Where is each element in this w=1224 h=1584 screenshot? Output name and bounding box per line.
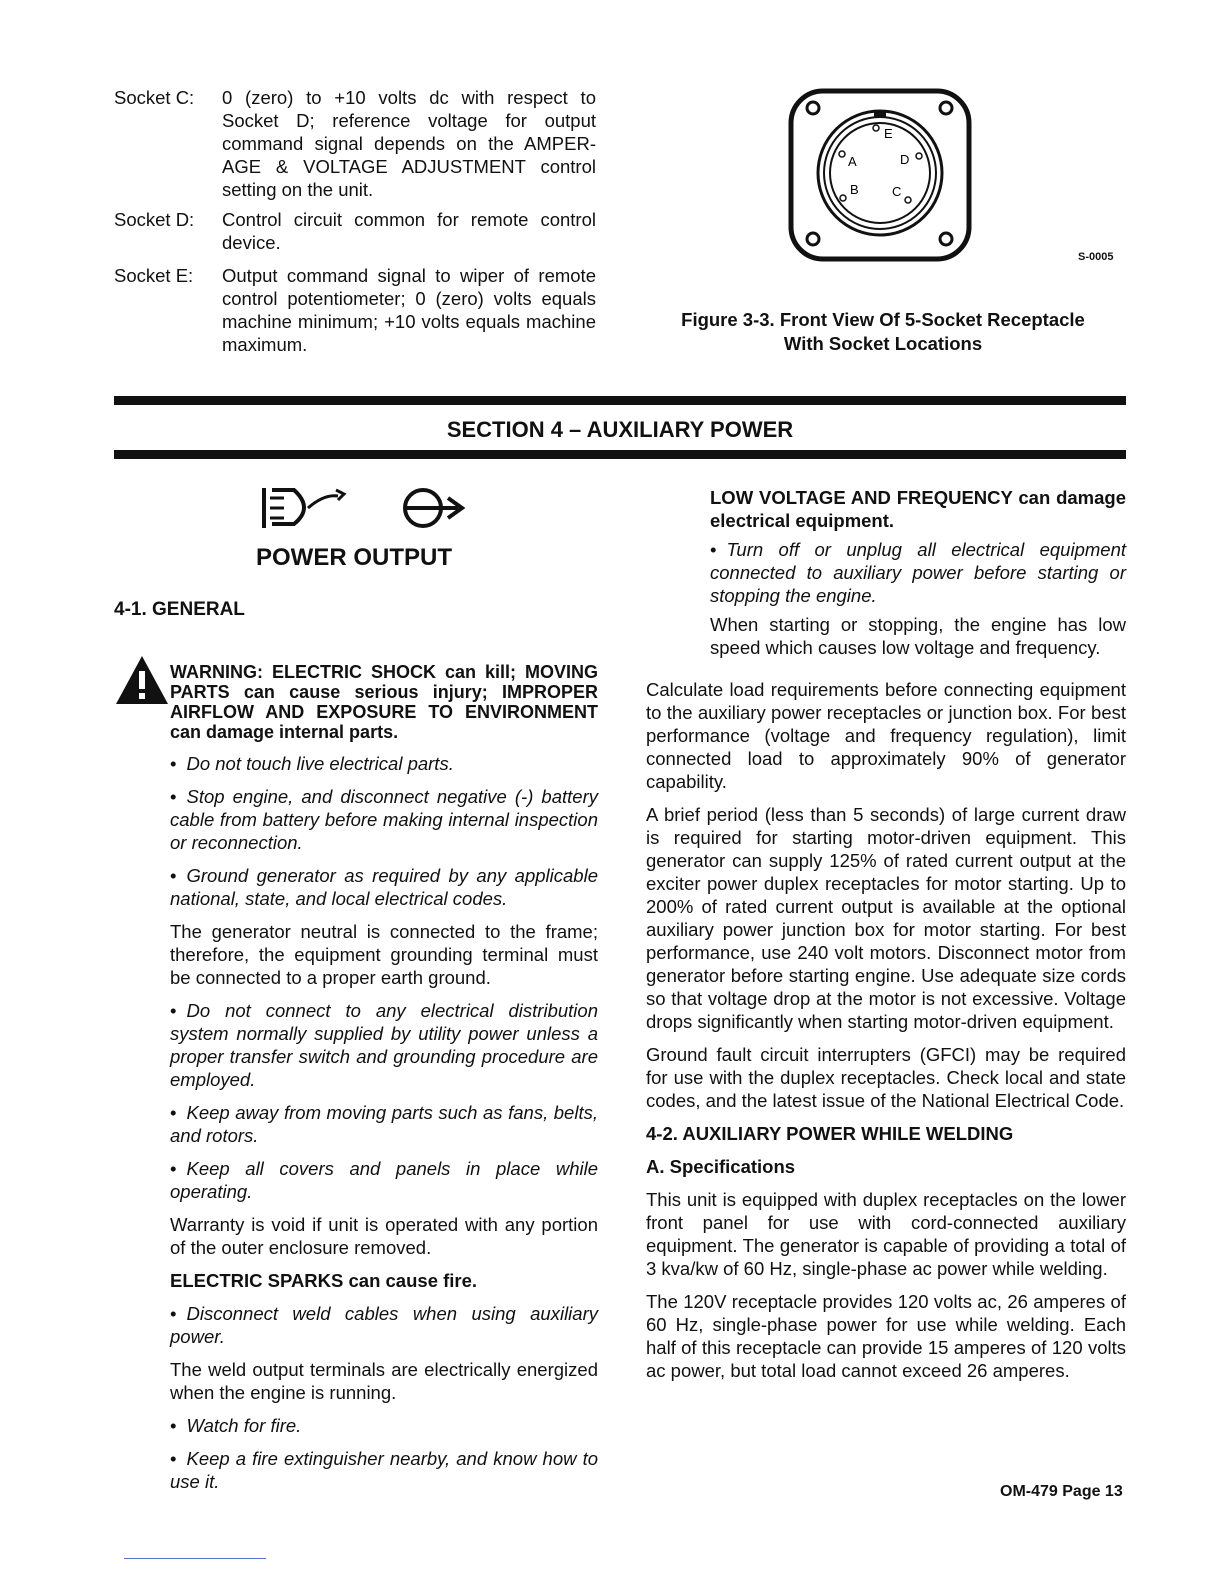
warning-bullet: • Keep a fire extinguisher nearby, and know how to use it. (170, 1447, 598, 1493)
gfci-paragraph: Ground fault circuit interrupters (GFCI) may be required for use with the duplex receptacles. Check local and state codes, and the latest issue of the National Electrical Code. (646, 1044, 1126, 1111)
general-heading: 4-1. GENERAL (114, 599, 245, 620)
socket-label: Socket E: (114, 265, 194, 286)
warning-icon (114, 654, 170, 706)
power-output-title: POWER OUTPUT (256, 544, 452, 571)
section-title: SECTION 4 – AUXILIARY POWER (446, 417, 794, 442)
mount-hole (940, 102, 952, 114)
bottom-rule (124, 1558, 266, 1559)
motor-starting-paragraph: A brief period (less than 5 seconds) of large current draw is required for starting motor-driven equipment. This generator can supply 125% of rated current output at the exciter power duplex receptacles for motor starting. Up to 200% of rated current output is available at the optional auxiliary power junction box for motor starting. For best performance, use 240 volt motors. Disconnect motor from generator before starting engine. Use adequate size cords so that voltage drop at the motor is not excessive. Voltage drops significantly when starting motor-driven equipment. (646, 804, 1126, 1032)
socket-letter-e: E (884, 126, 893, 141)
warning-bullet: • Do not touch live electrical parts. (170, 752, 598, 775)
socket-description: 0 (zero) to +10 volts dc with respect to Socket D; reference voltage for output command signal depends on the AMPER-AGE & VOLTAGE ADJUSTMENT control setting on the unit. (222, 87, 596, 200)
figure-code: S-0005 (1078, 251, 1114, 263)
warning-bullet: • Stop engine, and disconnect negative (-) battery cable from battery before making internal inspection or reconnection. (170, 785, 598, 854)
low-voltage-caution (710, 486, 1126, 669)
low-voltage-bullet: • Turn off or unplug all electrical equipment connected to auxiliary power before starting or stopping the engine. (710, 538, 1126, 607)
socket-pin-e (873, 125, 879, 131)
socket-letter-c: C (892, 184, 902, 199)
warning-bullet: • Disconnect weld cables when using auxiliary power. (170, 1302, 598, 1348)
socket-pin-b (840, 195, 846, 201)
receptacle-paragraph: The 120V receptacle provides 120 volts ac, 26 amperes of 60 Hz, single-phase power for use while welding. Each half of this receptacle can provide 15 amperes of 120 volts ac power, but total load cannot exceed 26 amperes. (646, 1291, 1126, 1381)
sparks-heading: ELECTRIC SPARKS can cause fire. (170, 1270, 478, 1291)
warning-bullet: • Keep all covers and panels in place while operating. (170, 1157, 598, 1203)
warning-bullet: • Watch for fire. (170, 1414, 598, 1437)
mount-hole (807, 233, 819, 245)
figure-caption (640, 308, 1126, 356)
warning-bullet: • Do not connect to any electrical distribution system normally supplied by utility power unless a proper transfer switch and grounding procedure are employed. (170, 999, 598, 1091)
socket-pin-a (839, 151, 845, 157)
socket-letter-b: B (850, 182, 859, 197)
right-column-text (646, 678, 1126, 1392)
output-arrow-icon (405, 490, 462, 526)
receptacle-ring-inner (824, 117, 936, 229)
socket-e-entry (114, 264, 596, 356)
warning-heading: WARNING: ELECTRIC SHOCK can kill; MOVING PARTS can cause serious injury; IMPROPER AIRFLOW AND EXPOSURE TO ENVIRONMENT can damage internal parts. (170, 662, 598, 742)
socket-description: Output command signal to wiper of remote control potentiometer; 0 (zero) volts equals machine minimum; +10 volts equals machine maximum. (222, 265, 596, 355)
mount-hole (940, 233, 952, 245)
section-rule-top (114, 396, 1126, 405)
receptacle-diagram (786, 86, 976, 266)
plug-icon (264, 488, 344, 528)
warning-block (170, 662, 598, 1503)
socket-pin-d (916, 153, 922, 159)
warning-paragraph: Warranty is void if unit is operated with any portion of the outer enclosure removed. (170, 1214, 598, 1258)
socket-letter-d: D (900, 152, 910, 167)
socket-label: Socket D: (114, 209, 195, 230)
section-rule-bottom (114, 450, 1126, 459)
socket-pin-c (905, 197, 911, 203)
subsection-heading-4-2: 4-2. AUXILIARY POWER WHILE WELDING (646, 1123, 1014, 1144)
socket-d-entry (114, 208, 596, 254)
key-notch (874, 112, 886, 118)
warning-paragraph: The generator neutral is connected to the frame; therefore, the equipment grounding terminal must be connected to a proper earth ground. (170, 921, 598, 988)
figure-caption-line-1: Figure 3-3. Front View Of 5-Socket Receptacle (681, 309, 1085, 330)
power-output-symbol (258, 478, 468, 534)
socket-c-entry (114, 86, 596, 201)
receptacle-insert (830, 123, 930, 223)
socket-letter-a: A (848, 154, 857, 169)
specifications-paragraph: This unit is equipped with duplex receptacles on the lower front panel for use with cord-connected auxiliary equipment. The generator is capable of providing a total of 3 kva/kw of 60 Hz, single-phase ac power while welding. (646, 1189, 1126, 1279)
mount-hole (807, 102, 819, 114)
figure-caption-line-2: With Socket Locations (783, 333, 983, 354)
low-voltage-paragraph: When starting or stopping, the engine has low speed which causes low voltage and frequency. (710, 614, 1126, 658)
warning-bullet: • Keep away from moving parts such as fans, belts, and rotors. (170, 1101, 598, 1147)
load-requirements-paragraph: Calculate load requirements before connecting equipment to the auxiliary power receptacles or junction box. For best performance (voltage and frequency regulation), limit connected load to approximately 90% of generator capability. (646, 679, 1126, 792)
socket-label: Socket C: (114, 87, 195, 108)
low-voltage-heading: LOW VOLTAGE AND FREQUENCY can damage electrical equipment. (710, 487, 1126, 531)
warning-paragraph: The weld output terminals are electrically energized when the engine is running. (170, 1359, 598, 1403)
socket-description: Control circuit common for remote control device. (222, 209, 596, 253)
warning-bullet: • Ground generator as required by any applicable national, state, and local electrical codes. (170, 864, 598, 910)
receptacle-ring-outer (818, 111, 942, 235)
page-footer: OM-479 Page 13 (1000, 1483, 1123, 1500)
specifications-heading: A. Specifications (646, 1156, 796, 1177)
